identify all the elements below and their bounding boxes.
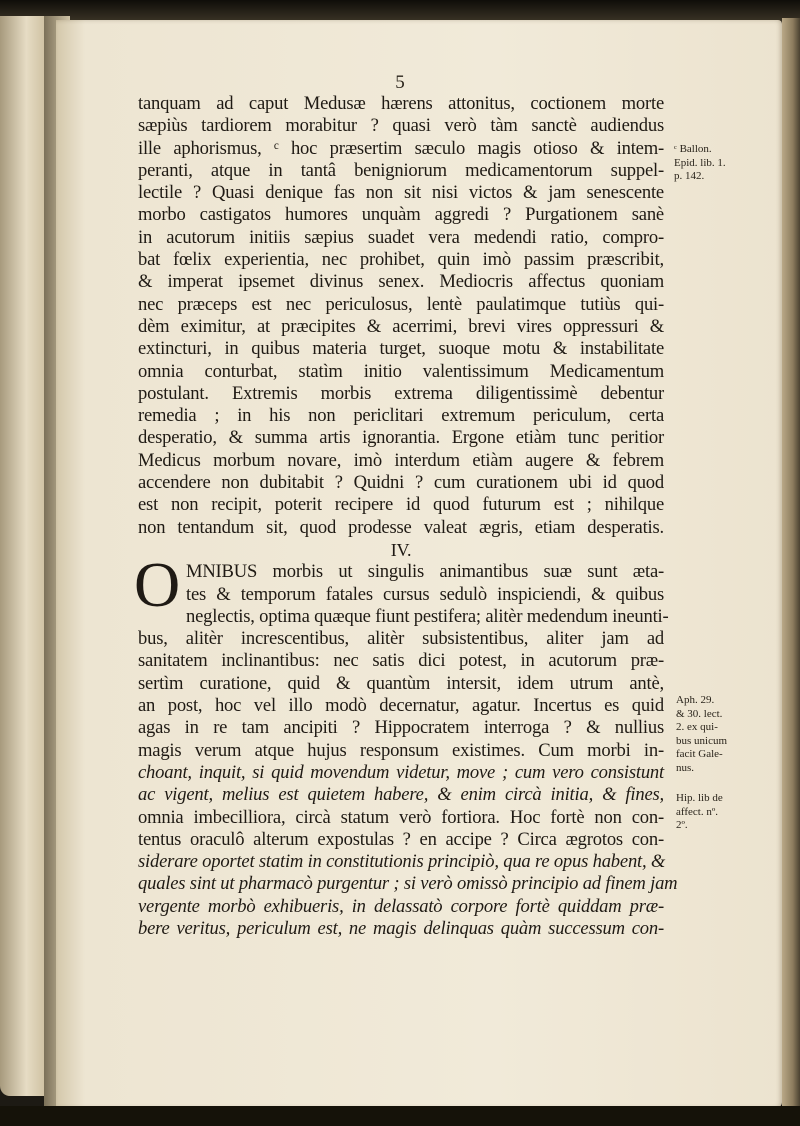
text-line: & imperat ipsemet divinus senex. Mediocris affectus quoniam	[138, 271, 664, 293]
section-heading: IV.	[390, 539, 412, 560]
text-line: ille aphorismus, ᶜ hoc præsertim sæculo magis otioso & intem-	[138, 137, 664, 159]
text-line: dèm eximitur, at præcipites & acerrimi, brevi vires oppressuri &	[138, 315, 664, 337]
text-line: non tentandum sit, quod prodesse valeat ægris, etiam desperatis.	[138, 516, 664, 538]
text-line: Medicus morbum novare, imò interdum etiàm augere & febrem	[138, 449, 664, 471]
margin-note-line: Aph. 29.	[676, 694, 715, 706]
facing-page-edge	[0, 16, 48, 1096]
book-bottom-edge	[0, 1106, 800, 1126]
text-line: sæpiùs tardiorem morabitur ? quasi verò tàm sanctè audiendus	[138, 115, 664, 137]
text-line: MNIBUS morbis ut singulis animantibus suæ sunt æta-	[186, 561, 664, 583]
margin-note-line: nus.	[676, 761, 695, 774]
margin-note-aphorism	[676, 694, 756, 775]
text-line: agas in re tam ancipiti ? Hippocratem interroga ? & nullius	[138, 717, 664, 739]
text-line: neglectis, optima quæque fiunt pestifera; alitèr medendum ineunti-	[186, 605, 669, 627]
margin-note-line: p. 142.	[674, 170, 705, 182]
text-line: bus, alitèr increscentibus, alitèr subsistentibus, aliter jam ad	[138, 628, 664, 650]
margin-note-line: affect. nº.	[676, 805, 718, 818]
text-line: desperatio, & summa artis ignorantia. Ergone etiàm tunc peritior	[138, 427, 664, 449]
text-line-italic: ac vigent, melius est quietem habere, & enim circà initia, & fines,	[138, 784, 664, 806]
text-line-italic: bere veritus, periculum est, ne magis delinquas quàm successum con-	[138, 917, 664, 939]
book-top-edge	[0, 0, 800, 22]
text-line: extincturi, in quibus materia turget, suoque motu & instabilitate	[138, 338, 664, 360]
text-line: tes & temporum fatales cursus sedulò inspiciendi, & quibus	[186, 583, 664, 605]
margin-note-line: facit Gale-	[676, 748, 723, 760]
margin-note-line: 2. ex qui-	[676, 721, 718, 733]
text-line: peranti, atque in tantâ benigniorum medicamentorum suppel-	[138, 159, 664, 181]
text-line: postulant. Extremis morbis extrema diligentissimè debentur	[138, 382, 664, 404]
text-line: lectile ? Quasi denique fas non sit nisi victos & jam senescente	[138, 182, 664, 204]
text-line: tanquam ad caput Medusæ hærens attonitus, coctionem morte	[138, 93, 664, 114]
text-line: in acutorum initiis sæpius suadet vera medendi ratio, compro-	[138, 226, 664, 248]
margin-note-line: bus unicum	[676, 734, 728, 747]
margin-note-line: Epid. lib. 1.	[674, 156, 726, 169]
text-line-italic: quales sint ut pharmacò purgentur ; si verò omissò principio ad finem jam	[138, 873, 678, 895]
margin-note-line: Hip. lib de	[676, 792, 723, 804]
margin-note-hippocrates	[676, 792, 756, 833]
section-paragraph	[134, 549, 678, 940]
text-line: magis verum atque hujus responsum existimes. Cum morbi in-	[138, 739, 664, 761]
main-text	[134, 93, 678, 940]
text-line: an post, hoc vel illo modò decernatur, agatur. Incertus es quid	[138, 695, 664, 717]
text-line: tentus oraculô alterum expostulas ? en accipe ? Circa ægrotos con-	[138, 828, 664, 850]
text-line: omnia imbecilliora, circà statum verò fortiora. Hoc fortè non con-	[138, 806, 664, 828]
text-line: morbo castigatos humores unquàm aggredi ? Purgationem sanè	[138, 204, 664, 226]
text-line: est non recipit, poterit recipere id quod futurum est ; nihilque	[138, 494, 664, 516]
text-line: nec præceps est nec periculosus, lentè paulatimque tutiùs qui-	[138, 293, 664, 315]
text-line: sanitatem inclinantibus: nec satis dici potest, in acutorum præ-	[138, 650, 664, 672]
margin-note-line: & 30. lect.	[676, 707, 723, 720]
margin-note-ballon	[674, 143, 754, 184]
text-line: bat fœlix experientia, nec prohibet, quin imò passim præscribit,	[138, 249, 664, 271]
text-line: remedia ; in his non periclitari extremum periculum, certa	[138, 405, 664, 427]
margin-note-line: ᶜ Ballon.	[674, 143, 712, 155]
text-line: sertìm curatione, quid & quantùm intersit, idem utrum antè,	[138, 672, 664, 694]
text-line: accendere non dubitabit ? Quidni ? cum curationem ubi id quod	[138, 472, 664, 494]
text-line-italic: choant, inquit, si quid movendum videtur, move ; cum vero consistunt	[138, 761, 664, 783]
book-fore-edge	[782, 18, 800, 1112]
text-line: omnia conturbat, statìm initio valentissimum Medicamentum	[138, 360, 664, 382]
drop-cap: O	[134, 549, 181, 621]
text-line-italic: siderare oportet statim in constitutionis principiò, qua re opus habent, &	[138, 851, 666, 873]
margin-note-line: 2º.	[676, 819, 688, 831]
text-line-italic: vergente morbò exhibueris, in delassatò corpore fortè quiddam præ-	[138, 895, 664, 917]
page-number: 5	[395, 72, 405, 93]
